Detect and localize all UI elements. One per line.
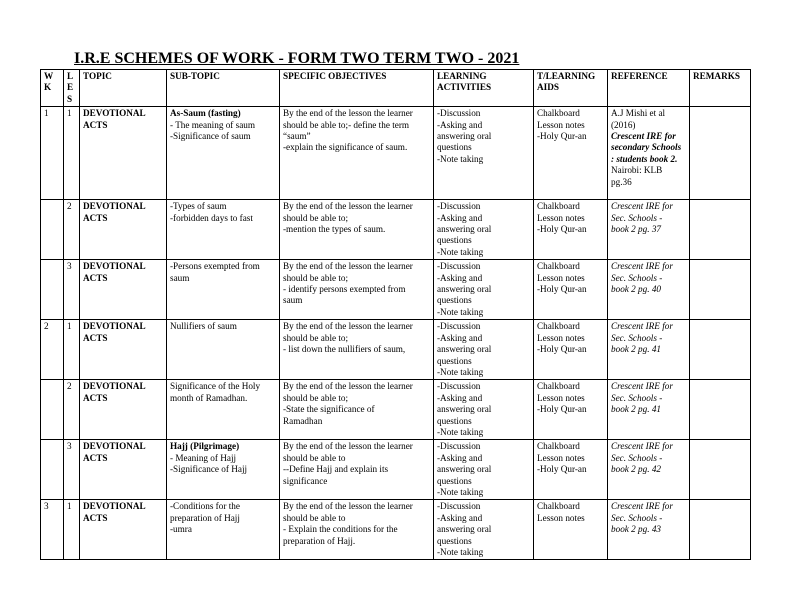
aids-cell: Chalkboard Lesson notes -Holy Qur-an [534, 260, 608, 320]
header-row [41, 70, 751, 107]
header-activities: LEARNING ACTIVITIES [434, 70, 534, 107]
objectives-cell: By the end of the lesson the learner should be able to - Explain the conditions for the preparation of Hajj. [280, 500, 434, 560]
aids-cell: Chalkboard Lesson notes -Holy Qur-an [534, 440, 608, 500]
subtopic-cell: Nullifiers of saum [167, 320, 280, 380]
remarks-cell [690, 107, 751, 200]
objectives-cell: By the end of the lesson the learner should be able to; -State the significance of Ramadhan [280, 380, 434, 440]
topic-cell: DEVOTIONAL ACTS [80, 200, 167, 260]
activities-cell: -Discussion -Asking and answering oral questions -Note taking [434, 500, 534, 560]
topic-cell: DEVOTIONAL ACTS [80, 440, 167, 500]
remarks-cell [690, 200, 751, 260]
table-row [41, 320, 751, 380]
aids-cell: Chalkboard Lesson notes [534, 500, 608, 560]
week-cell [41, 380, 64, 440]
header-remarks: REMARKS [690, 70, 751, 107]
table-row [41, 440, 751, 500]
table-row [41, 107, 751, 200]
lesson-cell: 2 [64, 380, 80, 440]
table-row [41, 500, 751, 560]
objectives-cell: By the end of the lesson the learner should be able to; - list down the nullifiers of saum, [280, 320, 434, 380]
topic-cell: DEVOTIONAL ACTS [80, 320, 167, 380]
activities-cell: -Discussion -Asking and answering oral questions -Note taking [434, 107, 534, 200]
table-row [41, 200, 751, 260]
objectives-cell: By the end of the lesson the learner should be able to --Define Hajj and explain its significance [280, 440, 434, 500]
reference-cell: Crescent IRE for Sec. Schools - book 2 pg. 41 [608, 320, 690, 380]
subtopic-cell: Hajj (Pilgrimage) - Meaning of Hajj -Significance of Hajj [167, 440, 280, 500]
aids-cell: Chalkboard Lesson notes -Holy Qur-an [534, 320, 608, 380]
subtopic-cell: Significance of the Holy month of Ramadhan. [167, 380, 280, 440]
aids-cell: Chalkboard Lesson notes -Holy Qur-an [534, 200, 608, 260]
subtopic-cell: As-Saum (fasting) - The meaning of saum -Significance of saum [167, 107, 280, 200]
activities-cell: -Discussion -Asking and answering oral questions -Note taking [434, 320, 534, 380]
reference-cell: Crescent IRE for Sec. Schools - book 2 pg. 42 [608, 440, 690, 500]
header-topic: TOPIC [80, 70, 167, 107]
reference-cell: Crescent IRE for Sec. Schools - book 2 pg. 37 [608, 200, 690, 260]
header-week: W K [41, 70, 64, 107]
objectives-cell: By the end of the lesson the learner should be able to;- define the term “saum” -explain the significance of saum. [280, 107, 434, 200]
topic-cell: DEVOTIONAL ACTS [80, 107, 167, 200]
topic-cell: DEVOTIONAL ACTS [80, 260, 167, 320]
activities-cell: -Discussion -Asking and answering oral questions -Note taking [434, 200, 534, 260]
remarks-cell [690, 380, 751, 440]
week-cell: 3 [41, 500, 64, 560]
week-cell [41, 200, 64, 260]
subtopic-cell: -Conditions for the preparation of Hajj -umra [167, 500, 280, 560]
lesson-cell: 1 [64, 107, 80, 200]
remarks-cell [690, 320, 751, 380]
objectives-cell: By the end of the lesson the learner should be able to; - identify persons exempted from saum [280, 260, 434, 320]
lesson-cell: 1 [64, 500, 80, 560]
activities-cell: -Discussion -Asking and answering oral questions -Note taking [434, 260, 534, 320]
activities-cell: -Discussion -Asking and answering oral questions -Note taking [434, 440, 534, 500]
header-lesson: L E S [64, 70, 80, 107]
reference-cell: A.J Mishi et al (2016) Crescent IRE for secondary Schools : students book 2. Nairobi: KLB pg.36 [608, 107, 690, 200]
lesson-cell: 2 [64, 200, 80, 260]
topic-cell: DEVOTIONAL ACTS [80, 380, 167, 440]
table-row [41, 380, 751, 440]
lesson-cell: 3 [64, 260, 80, 320]
objectives-cell: By the end of the lesson the learner should be able to; -mention the types of saum. [280, 200, 434, 260]
aids-cell: Chalkboard Lesson notes -Holy Qur-an [534, 380, 608, 440]
week-cell: 1 [41, 107, 64, 200]
topic-cell: DEVOTIONAL ACTS [80, 500, 167, 560]
reference-cell: Crescent IRE for Sec. Schools - book 2 pg. 41 [608, 380, 690, 440]
header-aids: T/LEARNING AIDS [534, 70, 608, 107]
header-reference: REFERENCE [608, 70, 690, 107]
remarks-cell [690, 260, 751, 320]
schemes-table [40, 69, 751, 560]
activities-cell: -Discussion -Asking and answering oral questions -Note taking [434, 380, 534, 440]
header-subtopic: SUB-TOPIC [167, 70, 280, 107]
week-cell: 2 [41, 320, 64, 380]
subtopic-cell: -Types of saum -forbidden days to fast [167, 200, 280, 260]
week-cell [41, 440, 64, 500]
lesson-cell: 3 [64, 440, 80, 500]
remarks-cell [690, 500, 751, 560]
header-objectives: SPECIFIC OBJECTIVES [280, 70, 434, 107]
page-title: I.R.E SCHEMES OF WORK - FORM TWO TERM TWO - 2021 [74, 50, 520, 67]
aids-cell: Chalkboard Lesson notes -Holy Qur-an [534, 107, 608, 200]
week-cell [41, 260, 64, 320]
lesson-cell: 1 [64, 320, 80, 380]
reference-cell: Crescent IRE for Sec. Schools - book 2 pg. 43 [608, 500, 690, 560]
reference-cell: Crescent IRE for Sec. Schools - book 2 pg. 40 [608, 260, 690, 320]
remarks-cell [690, 440, 751, 500]
table-row [41, 260, 751, 320]
subtopic-cell: -Persons exempted from saum [167, 260, 280, 320]
